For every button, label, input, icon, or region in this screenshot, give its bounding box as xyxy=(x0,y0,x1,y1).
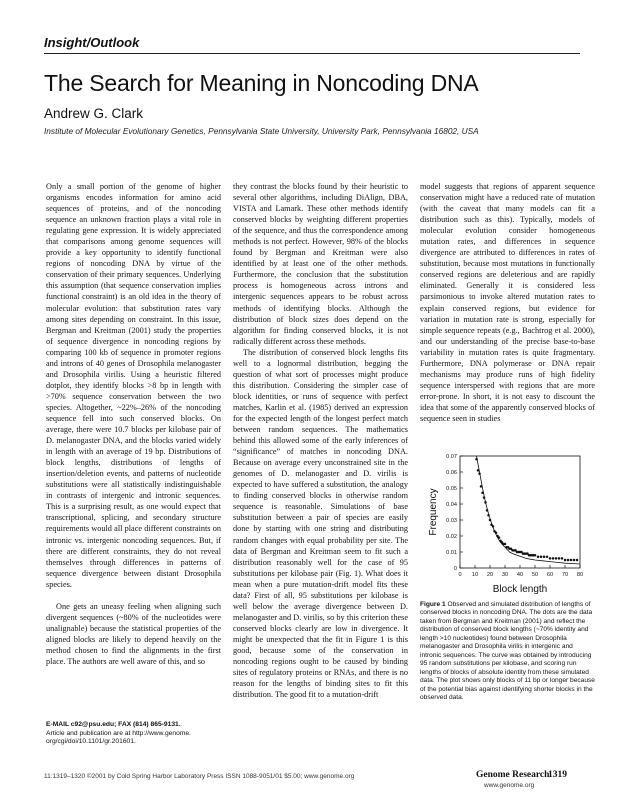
section-rule xyxy=(44,53,580,54)
figure-caption-label: Figure 1 xyxy=(420,601,446,608)
x-tick-label: 70 xyxy=(561,572,569,578)
section-label: Insight/Outlook xyxy=(44,35,140,50)
data-point xyxy=(555,557,558,560)
simulated-curve xyxy=(477,456,581,564)
body-column-3 xyxy=(420,181,595,424)
data-point xyxy=(537,556,540,559)
page-title: The Search for Meaning in Noncoding DNA xyxy=(44,70,479,96)
figure-caption xyxy=(420,601,595,702)
paragraph: One gets an uneasy feeling when aligning such divergent sequences (~80% of the nucleotides were unalignable) because the statistical properties of the aligned blocks are likely to depend heavily on the method chosen to find the alignments in the first place. The authors are well aware of this, and so xyxy=(46,601,221,666)
y-tick-label: 0.03 xyxy=(446,518,457,524)
y-tick-label: 0.04 xyxy=(446,502,457,508)
footer-citation: 11:1319–1320 ©2001 by Cold Spring Harbor Laboratory Press ISSN 1088-9051/01 $5.00; www.genome.org xyxy=(44,773,355,780)
data-point xyxy=(540,556,543,559)
x-tick-label: 40 xyxy=(516,572,524,578)
paragraph: The distribution of conserved block lengths fits well to a lognormal distribution, begging the question of what sort of processes might produce this distribution. Considering the simpler case of block identities, or runs of sequence with perfect matches, Karlin et al. (1985) derived an expression for the expected length of the longest perfect match between random sequences. The mathematics behind this allowed some of the early inferences of “significance” of matches in noncoding DNA. Because on average every unconstrained site in the genomes of D. melanogaster and D. virilis is expected to have suffered a substitution, the analogy to finding conserved blocks in otherwise random sequence is reasonable. Simulations of base substitution between a pair of species are easily done by starting with one string and distributing random changes with equal probability per site. The data of Bergman and Kreitman seem to fit such a distribution reasonably well for the case of 95 substitutions per kilobase pair (Fig. 1). What does it mean when a pure mutation-drift model fits these data? First of all, 95 substitutions per kilobase is well below the average divergence between D. melanogaster and D. virilis, so by this criterion these conserved blocks clearly are low in divergence. It might be unexpected that the fit in Figure 1 is this good, because some of the conservation in noncoding regions ought to be caused by binding sites of regulatory proteins or RNAs, and there is no reason for the lengths of binding sites to fit this distribution. The good fit to a mutation-drift xyxy=(233,347,408,700)
x-axis-label: Block length xyxy=(492,584,548,595)
x-tick-label: 80 xyxy=(576,572,584,578)
y-tick-label: 0.01 xyxy=(446,550,457,556)
y-tick-label: 0.07 xyxy=(446,454,457,460)
article-link-line: Article and publication are at http://www.genome. xyxy=(46,729,191,737)
data-point xyxy=(576,559,579,562)
body-column-1 xyxy=(46,181,221,667)
y-tick-label: 0 xyxy=(453,566,457,572)
data-point xyxy=(558,557,561,560)
footer-website: www.genome.org xyxy=(484,782,535,789)
figure-caption-text: Observed and simulated distribution of lengths of conserved blocks in noncoding DNA. The dots are the data taken from Bergman and Kreitman (2001) and reflect the distribution of conserved block lengths (~70% identity and length >10 nucleotides) found between Drosophila melanogaster and Drosophila virilis in intergenic and intronic sequences. The curve was obtained by introducing 95 random substitutions per kilobase, and scoring run lengths of blocks of absolute identity from these simulated data. The plot shows only blocks of 11 bp or longer because of the potential bias against identifying shorter blocks in the observed data. xyxy=(420,601,595,701)
x-tick-label: 30 xyxy=(501,572,509,578)
y-tick-label: 0.05 xyxy=(446,486,457,492)
y-tick-label: 0.02 xyxy=(446,534,457,540)
data-point xyxy=(570,559,573,562)
author-name: Andrew G. Clark xyxy=(44,106,144,121)
x-tick-label: 20 xyxy=(486,572,494,578)
data-point xyxy=(567,559,570,562)
data-point xyxy=(573,559,576,562)
data-point xyxy=(564,559,567,562)
footer-journal: Genome Research xyxy=(476,770,550,780)
contact-email: E-MAIL c92@psu.edu; FAX (814) 865-9131. xyxy=(46,721,181,728)
x-tick-label: 0 xyxy=(458,572,462,578)
article-doi-line: org/cgi/doi/10.1101/gr.201601. xyxy=(46,738,136,746)
x-tick-label: 50 xyxy=(531,572,539,578)
data-point xyxy=(549,557,552,560)
data-point xyxy=(543,556,546,559)
data-point xyxy=(561,557,564,560)
contact-info xyxy=(46,721,224,747)
paragraph: model suggests that regions of apparent sequence conservation might have a reduced rate of mutation (with the caveat that many models can fit a distribution such as this). Typically, models of molecular evolution consider homogeneous mutation rates, and differences in sequence divergence are attributed to differences in rates of substitution, because most mutations in functionally conserved regions are deleterious and are rapidly eliminated. Generally it is considered less parsimonious to invoke altered mutation rates to explain conserved regions, but evidence for variation in mutation rate is strong, especially for simple sequence repeats (e.g., Bachtrog et al. 2000), and our understanding of the precise base-to-base variability in mutation rates is quite fragmentary. Furthermore, DNA polymerase or DNA repair mechanisms may produce runs of high fidelity sequence interspersed with regions that are more error-prone. In short, it is not easy to discount the idea that some of the apparently conserved blocks of sequence seen in studies xyxy=(420,182,595,423)
paragraph: they contrast the blocks found by their heuristic to several other algorithms, including DiAlign, DBA, VISTA and Lamark. These other methods identify conserved blocks by weighting different properties of the sequence, and thus the correspondence among methods is not perfect. However, 98% of the blocks found by Bergman and Kreitman were also identified by at least one of the other methods. Furthermore, the conclusion that the substitution process is homogeneous across introns and intergenic sequences appears to be robust across methods of identifying blocks. Although the distribution of block sizes does depend on the algorithm for finding conserved blocks, it is not radically different across these methods. xyxy=(233,182,408,346)
author-affiliation: Institute of Molecular Evolutionary Genetics, Pennsylvania State University, University Park, Pennsylvania 16802, USA xyxy=(44,126,479,136)
data-point xyxy=(552,557,555,560)
data-point xyxy=(504,543,507,546)
x-tick-label: 10 xyxy=(471,572,479,578)
page-number: 1319 xyxy=(548,770,567,780)
paragraph: Only a small portion of the genome of higher organisms encodes information for amino acid sequences of proteins, and of the noncoding sequence an unknown fraction plays a vital role in regulating gene expression. It is widely appreciated that comparisons among genome sequences will provide a key opportunity to identify functional regions of noncoding DNA by virtue of the conservation of their primary sequences. Underlying this assumption (that sequence conservation implies functional constraint) is an old idea in the theory of molecular evolution: that substitution rates vary among sites depending on constraint. In this issue, Bergman and Kreitman (2001) study the properties of sequence divergence in noncoding regions by comparing 100 kb of sequence in promoter regions and introns of 40 genes of Drosophila melanogaster and Drosophila virilis. Using a heuristic filtered dotplot, they identify blocks >8 bp in length with >70% sequence conservation between the two species. Altogether, ~22%–26% of the noncoding sequence fell into such conserved blocks. On average, there were 10.7 blocks per kilobase pair of D. melanogaster DNA, and the blocks varied widely in length with an average of 19 bp. Distributions of block lengths, distributions of lengths of insertion/deletion events, and patterns of nucleotide substitutions were all statistically indistinguishable in contrasts of intergenic and intronic sequences. This is a surprising result, as one would expect that transcriptional, splicing, and secondary structure requirements would all place different constraints on intronic vs. intergenic noncoding sequences. But, if there are different constraints, they do not reveal themselves through differences in patterns of sequence divergence between distant Drosophila species. xyxy=(46,182,221,589)
data-point xyxy=(534,554,537,557)
x-tick-label: 60 xyxy=(546,572,554,578)
figure-1-chart xyxy=(420,450,585,602)
body-column-2 xyxy=(233,181,408,700)
y-axis-label: Frequency xyxy=(428,488,439,536)
data-point xyxy=(546,556,549,559)
y-tick-label: 0.06 xyxy=(446,470,457,476)
